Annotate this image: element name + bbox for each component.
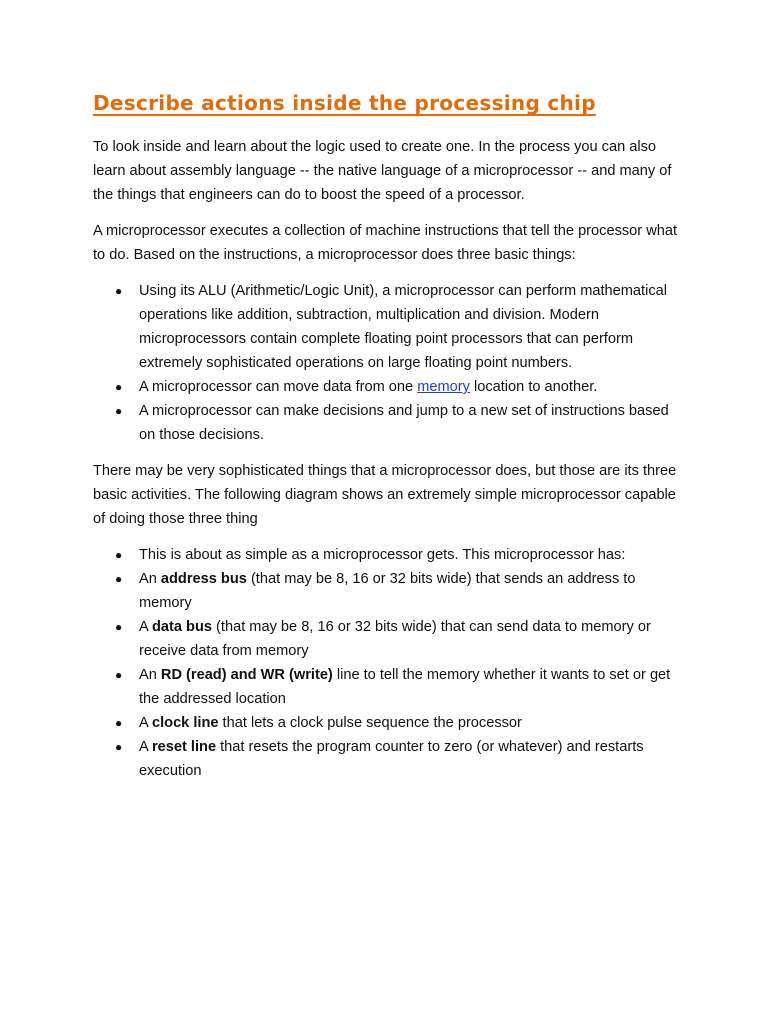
clock-line-term: clock line xyxy=(151,715,219,731)
bullet-icon: ● xyxy=(115,284,123,298)
list-item-text: Using its ALU (Arithmetic/Logic Unit), a microprocessor can perform mathematical operations like addition, subtraction, multiplication and division. Modern microprocessors contain complete floating point processors that can perform extremely sophisticated operations on large floating point numbers. xyxy=(139,283,667,371)
list-item-text: that lets a clock pulse sequence the processor xyxy=(218,715,522,731)
reset-line-term: reset line xyxy=(151,739,217,755)
bullet-icon: ● xyxy=(115,380,123,394)
list-item xyxy=(93,735,683,783)
list-item xyxy=(93,399,683,447)
processor-features-list xyxy=(93,543,683,783)
list-item xyxy=(93,567,683,615)
bullet-icon: ● xyxy=(115,404,123,418)
list-item-prefix: A xyxy=(139,619,152,635)
list-item-text: that resets the program counter to zero (or whatever) and restarts execution xyxy=(139,739,644,779)
address-bus-term: address bus xyxy=(160,571,247,587)
list-item xyxy=(93,615,683,663)
memory-link[interactable]: memory xyxy=(417,379,470,395)
basic-things-list xyxy=(93,279,683,447)
list-item-text-end: location to another. xyxy=(469,379,598,395)
list-item-text: line to tell the memory whether it wants to set or get the addressed location xyxy=(139,667,671,707)
list-item-prefix: An xyxy=(139,667,161,683)
activities-paragraph: There may be very sophisticated things that a microprocessor does, but those are its three basic activities. The following diagram shows an extremely simple microprocessor capable of doing those three thing xyxy=(93,463,677,527)
list-item xyxy=(93,543,683,567)
list-item-text: A microprocessor can make decisions and jump to a new set of instructions based on those decisions. xyxy=(139,403,669,443)
list-item-prefix: An xyxy=(139,571,161,587)
list-item-text: (that may be 8, 16 or 32 bits wide) that can send data to memory or receive data from memory xyxy=(139,619,651,659)
bullet-icon: ● xyxy=(115,740,123,754)
rd-wr-term: RD (read) and WR (write) xyxy=(160,667,333,683)
page-title: Describe actions inside the processing chip xyxy=(93,91,596,115)
intro-paragraph: To look inside and learn about the logic used to create one. In the process you can also learn about assembly language -- the native language of a microprocessor -- and many of the things that engineers can do to boost the speed of a processor. xyxy=(93,139,672,203)
list-item xyxy=(93,279,683,375)
instructions-paragraph: A microprocessor executes a collection of machine instructions that tell the processor what to do. Based on the instructions, a microprocessor does three basic things: xyxy=(93,223,678,263)
bullet-icon: ● xyxy=(115,620,123,634)
list-item xyxy=(93,711,683,735)
data-bus-term: data bus xyxy=(151,619,212,635)
list-item-prefix: A xyxy=(139,739,152,755)
bullet-icon: ● xyxy=(115,572,123,586)
list-item-text: (that may be 8, 16 or 32 bits wide) that sends an address to memory xyxy=(139,571,636,611)
list-item-prefix: A xyxy=(139,715,152,731)
list-item-text: This is about as simple as a microprocessor gets. This microprocessor has: xyxy=(139,547,626,563)
bullet-icon: ● xyxy=(115,548,123,562)
bullet-icon: ● xyxy=(115,668,123,682)
list-item xyxy=(93,375,683,399)
list-item xyxy=(93,663,683,711)
bullet-icon: ● xyxy=(115,716,123,730)
document-page xyxy=(93,88,683,795)
list-item-text-start: A microprocessor can move data from one xyxy=(139,379,418,395)
